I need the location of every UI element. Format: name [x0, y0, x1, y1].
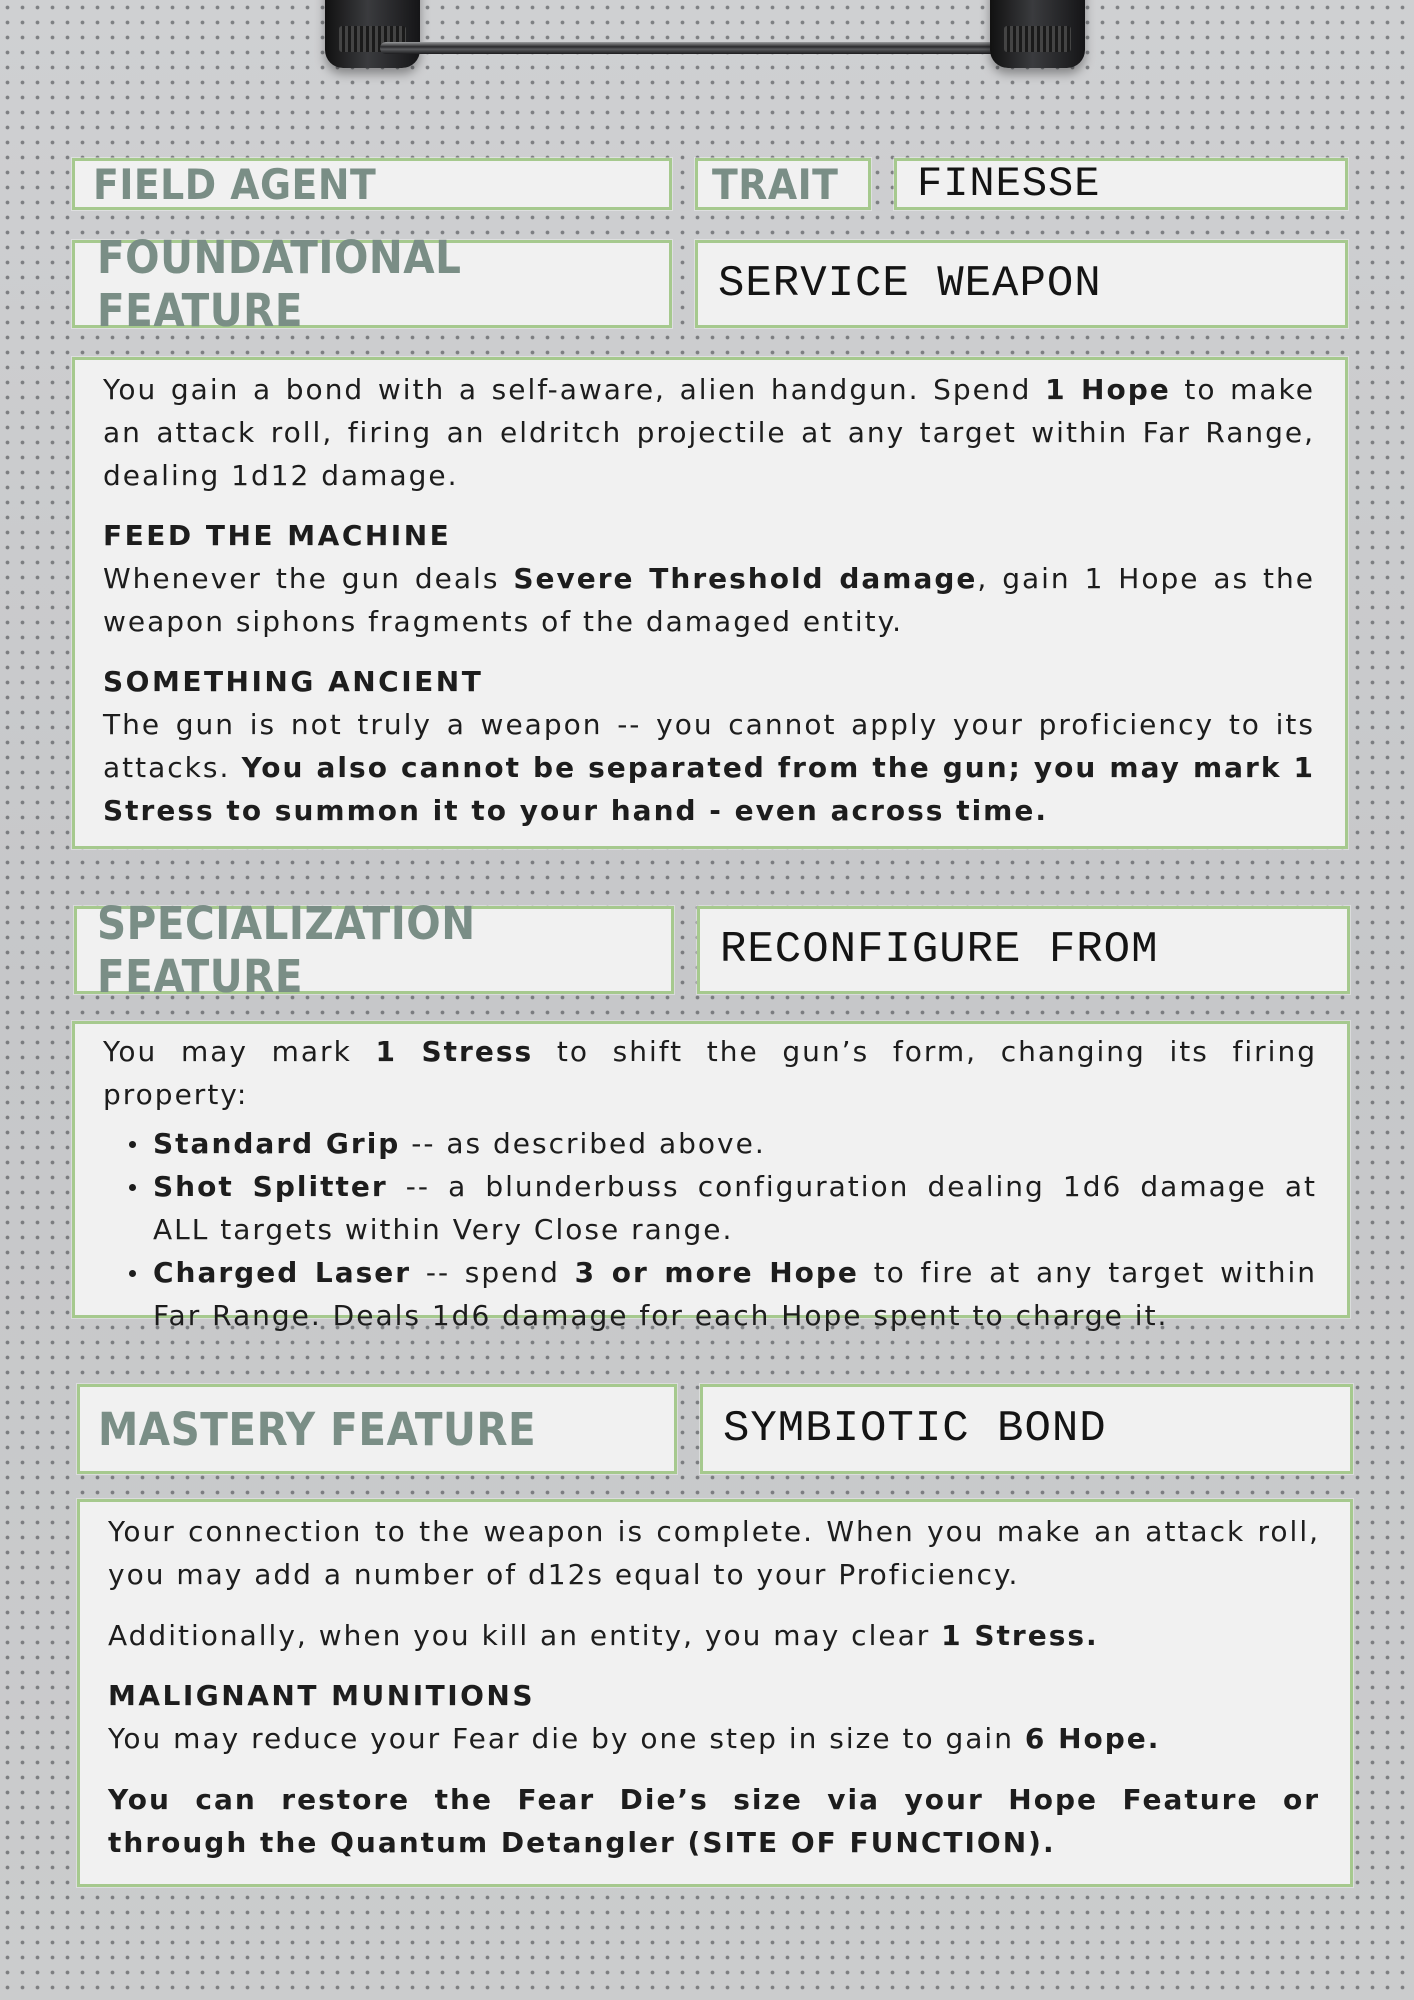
trait-label [695, 158, 871, 210]
specialization-heading [74, 897, 674, 1003]
foundational-heading-text: FOUNDATIONAL FEATURE [97, 231, 462, 337]
mastery-heading-text: MASTERY FEATURE [98, 1402, 537, 1456]
mastery-name-text: SYMBIOTIC BOND [723, 1404, 1107, 1454]
clip-bar [380, 42, 1030, 54]
specialization-name [697, 906, 1350, 994]
foundational-body [72, 357, 1348, 849]
foundational-name-text: SERVICE WEAPON [718, 259, 1102, 309]
feed-the-machine-title: FEED THE MACHINE [103, 519, 452, 552]
feed-the-machine-text: Whenever the gun deals Severe Threshold damage, gain 1 Hope as the weapon siphons fragments of the damaged entity. [103, 562, 1315, 638]
clipboard-clip [325, 0, 1085, 70]
list-item: Charged Laser -- spend 3 or more Hope to fire at any target within Far Range. Deals 1d6 damage for each Hope spent to charge it. [127, 1251, 1317, 1337]
mastery-body [77, 1499, 1353, 1887]
trait-value [894, 158, 1348, 210]
malignant-munitions-text: You may reduce your Fear die by one step in size to gain 6 Hope. [108, 1722, 1161, 1755]
trait-value-text: FINESSE [917, 160, 1101, 208]
mastery-closing: You can restore the Fear Die’s size via your Hope Feature or through the Quantum Detangler (SITE OF FUNCTION). [108, 1783, 1320, 1859]
mastery-name [700, 1384, 1353, 1474]
mastery-heading [77, 1384, 677, 1474]
list-item: Shot Splitter -- a blunderbuss configuration dealing 1d6 damage at ALL targets within Very Close range. [127, 1165, 1317, 1251]
specialization-body [72, 1021, 1350, 1332]
mastery-intro: Your connection to the weapon is complete. When you make an attack roll, you may add a number of d12s equal to your Proficiency. [108, 1515, 1320, 1591]
clip-left-post [325, 0, 420, 68]
list-item: Standard Grip -- as described above. [127, 1122, 1317, 1165]
something-ancient-title: SOMETHING ANCIENT [103, 665, 484, 698]
trait-label-text: TRAIT [712, 159, 839, 209]
mastery-clear-stress: Additionally, when you kill an entity, you may clear 1 Stress. [108, 1619, 1099, 1652]
foundational-intro: You gain a bond with a self-aware, alien handgun. Spend 1 Hope to make an attack roll, firing an eldritch projectile at any target within Far Range, dealing 1d12 damage. [103, 373, 1315, 492]
malignant-munitions-title: MALIGNANT MUNITIONS [108, 1679, 536, 1712]
clip-right-post [990, 0, 1085, 68]
specialization-heading-text: SPECIALIZATION FEATURE [97, 897, 476, 1003]
foundational-heading [72, 231, 672, 337]
something-ancient-text: The gun is not truly a weapon -- you cannot apply your proficiency to its attacks. You also cannot be separated from the gun; you may mark 1 Stress to summon it to your hand - even across time. [103, 708, 1315, 827]
class-title-text: FIELD AGENT [93, 159, 377, 209]
foundational-name [695, 240, 1348, 328]
form-list [103, 1122, 1317, 1337]
specialization-name-text: RECONFIGURE FROM [720, 925, 1159, 975]
class-title [72, 158, 672, 210]
specialization-intro: You may mark 1 Stress to shift the gun’s form, changing its firing property: [103, 1035, 1317, 1111]
